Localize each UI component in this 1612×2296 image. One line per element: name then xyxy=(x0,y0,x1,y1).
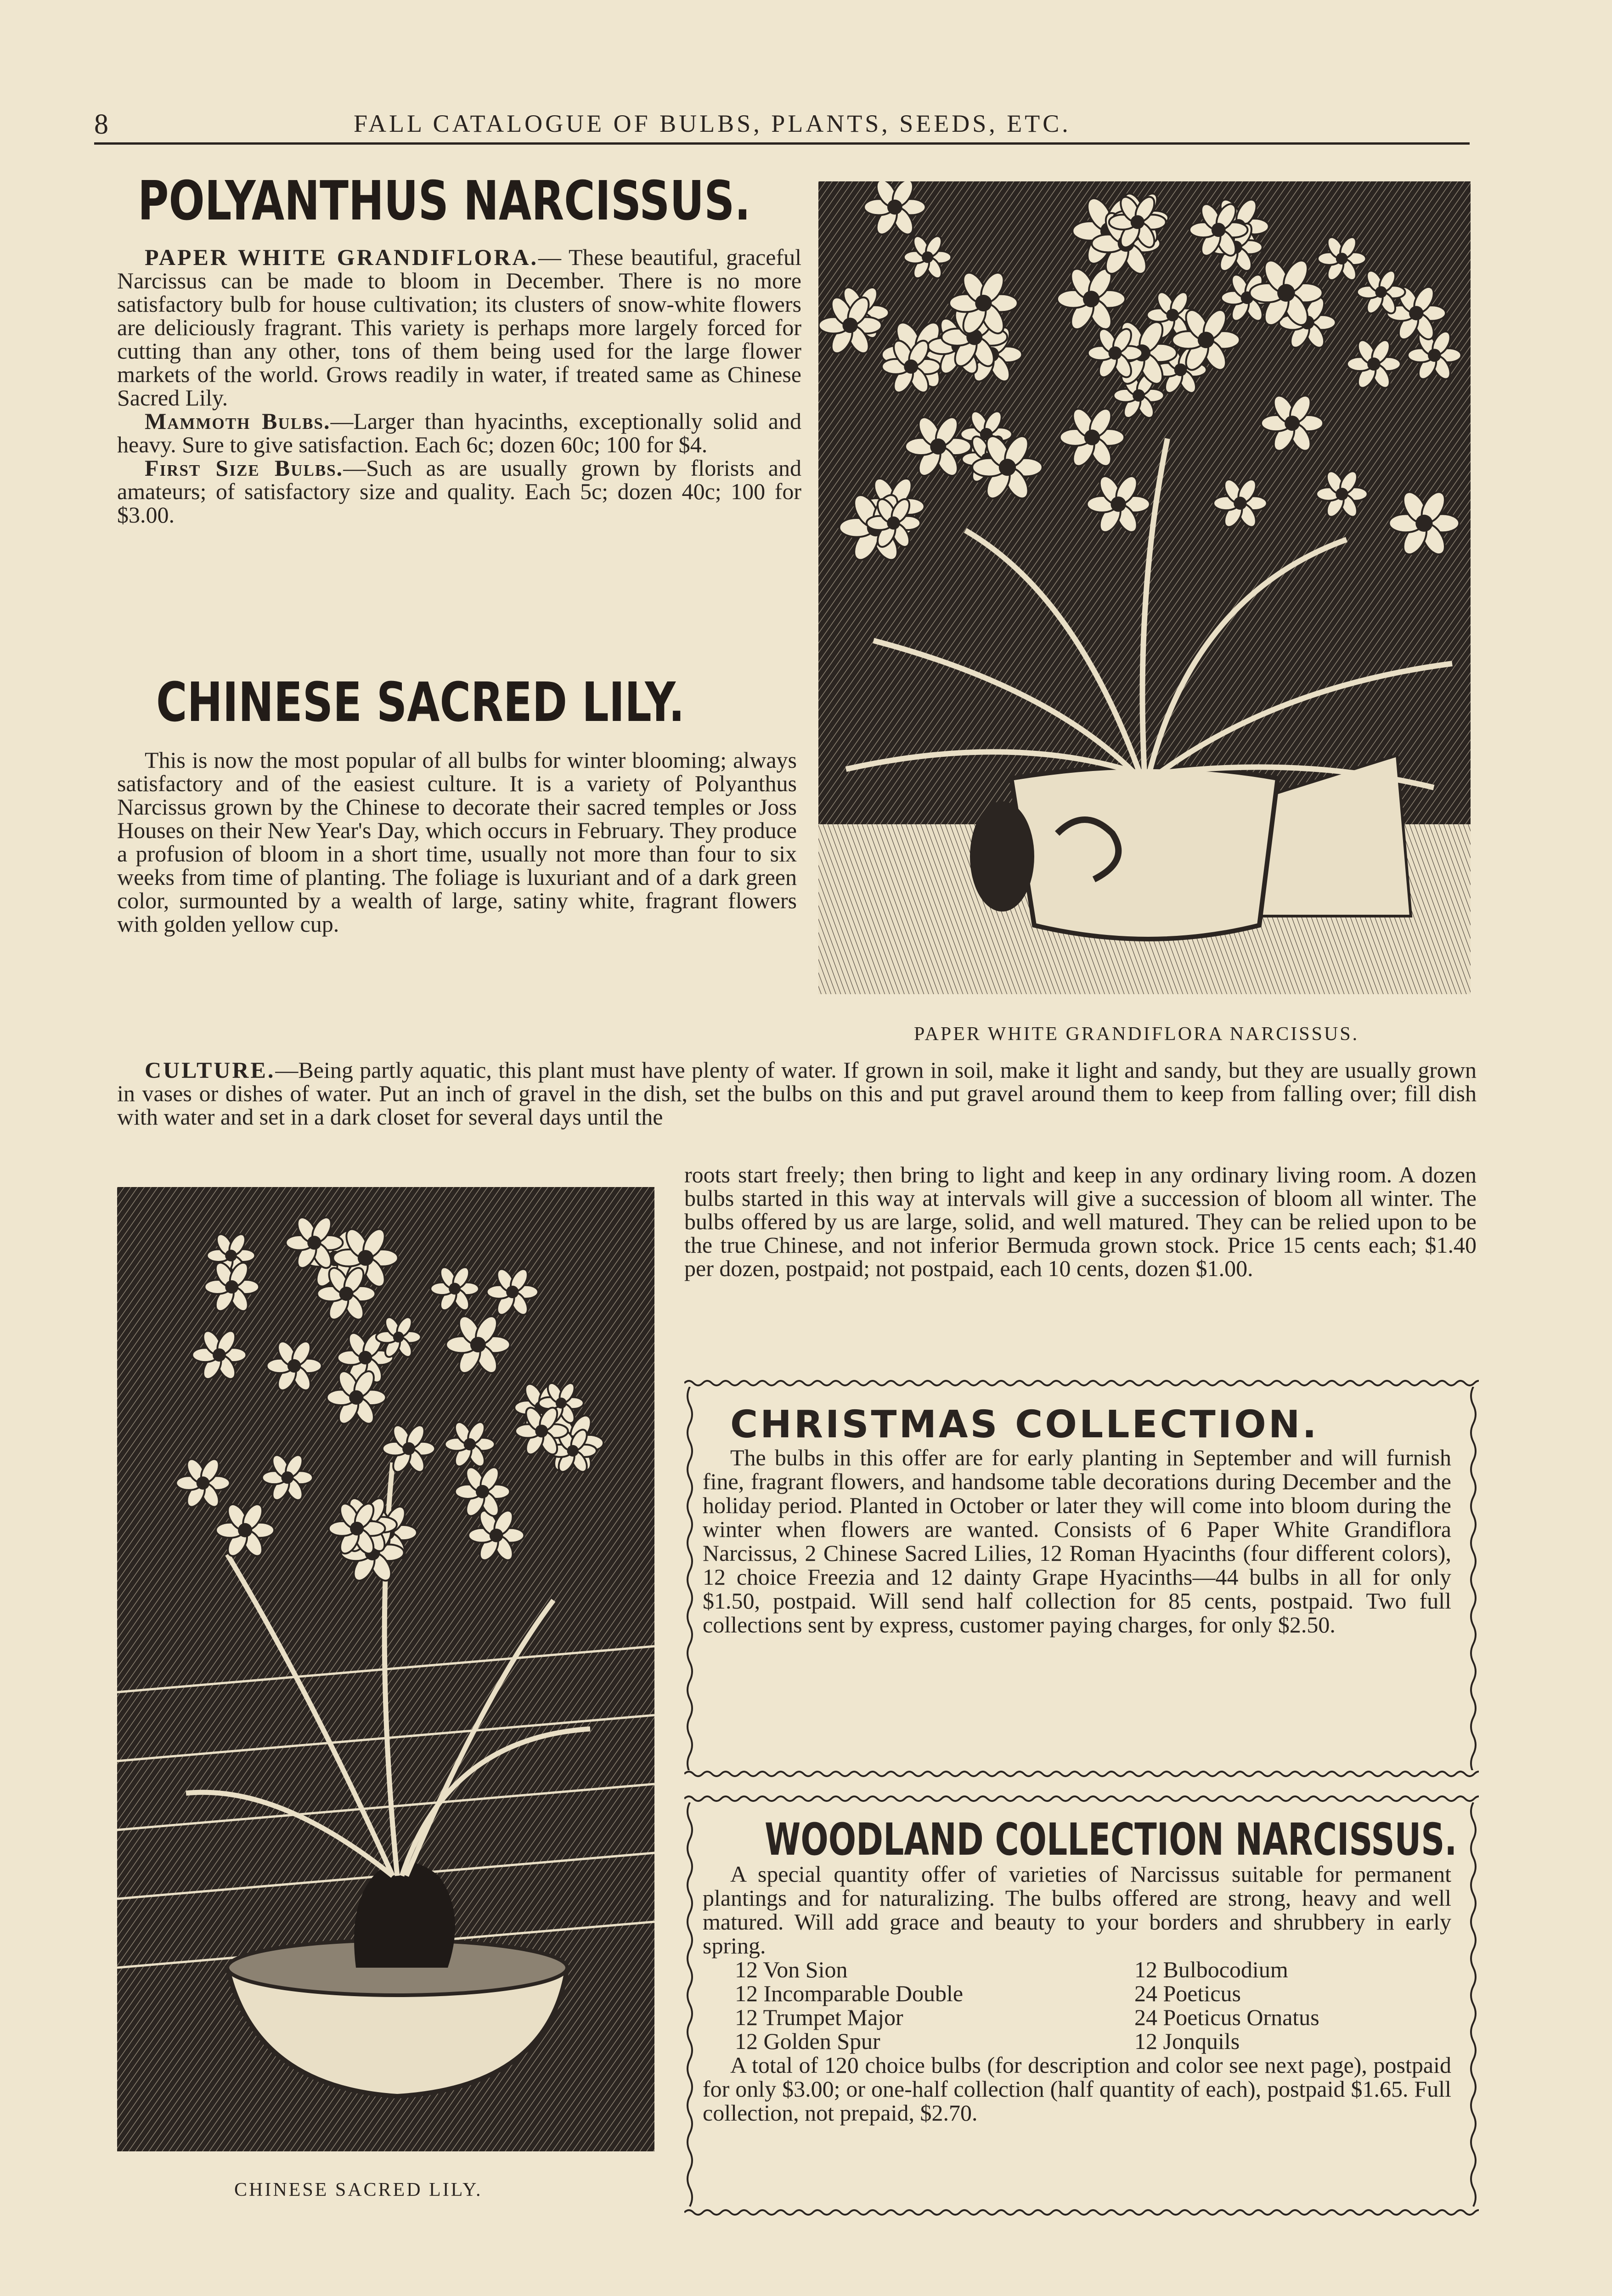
running-head: FALL CATALOGUE OF BULBS, PLANTS, SEEDS, ETC. xyxy=(354,110,1071,137)
mammoth-label: Mammoth Bulbs. xyxy=(145,408,331,434)
list-item: 12 Jonquils xyxy=(1134,2028,1240,2054)
culture-rest: roots start freely; then bring to light and keep in any ordinary living room. A dozen bulbs started in this way at intervals will give a succession of bloom all winter. The bulbs offered by us are large, solid, and well matured. They can be relied upon to be the true Chinese, and not inferior Bermuda grown stock. Price 15 cents each; $1.40 per dozen, postpaid; not postpaid, each 10 cents, dozen $1.00. xyxy=(684,1162,1477,1281)
list-item: 12 Trumpet Major xyxy=(735,2004,903,2030)
mammoth-text: —Larger than hyacinths, exceptionally solid and heavy. Sure to give satisfaction. Each 6c; dozen 60c; 100 for $4. xyxy=(117,408,801,457)
list-item: 12 Bulbocodium xyxy=(1134,1957,1288,1982)
wavy-border-bottom xyxy=(684,1768,1479,1779)
wavy-border-top xyxy=(684,1793,1479,1804)
woodland-collection-box xyxy=(684,1793,1479,2218)
woodland-body xyxy=(703,1862,1451,2125)
culture-full: —Being partly aquatic, this plant must have plenty of water. If grown in soil, make it light and sandy, but they are usually grown in vases or dishes of water. Put an inch of gravel in the dish, set the bulbs on this and put gravel around them to keep from falling over; fill dish with water and set in a dark closet for several days until the xyxy=(117,1057,1477,1130)
wavy-border-left xyxy=(684,1802,695,2209)
wavy-border-left xyxy=(684,1387,695,1770)
woodland-title: WOODLAND COLLECTION NARCISSUS. xyxy=(765,1814,1457,1865)
wavy-border-bottom xyxy=(684,2207,1479,2218)
list-item: 24 Poeticus xyxy=(1134,1981,1241,2006)
christmas-collection-box xyxy=(684,1378,1479,1779)
culture-continued xyxy=(684,1163,1477,1280)
variety-list-left xyxy=(735,1958,1134,2053)
page-number: 8 xyxy=(94,109,108,140)
narcissus-caption: PAPER WHITE GRANDIFLORA NARCISSUS. xyxy=(914,1024,1359,1045)
first-size-text: —Such as are usually grown by florists and amateurs; of satisfactory size and quality. Each 5c; dozen 40c; 100 for $3.00. xyxy=(117,455,801,528)
list-item: 24 Poeticus Ornatus xyxy=(1134,2004,1319,2030)
christmas-body xyxy=(703,1446,1451,1637)
culture-text xyxy=(117,1058,1477,1129)
paper-white-lead: PAPER WHITE GRANDIFLORA. xyxy=(145,244,539,270)
woodland-variety-list xyxy=(703,1958,1451,2053)
wavy-border-top xyxy=(684,1378,1479,1389)
first-size-label: First Size Bulbs. xyxy=(145,455,344,481)
narcissus-engraving-art xyxy=(818,181,1471,994)
culture-label: CULTURE. xyxy=(145,1057,276,1083)
polyanthus-text xyxy=(117,246,801,527)
wavy-border-right xyxy=(1468,1802,1479,2209)
woodland-intro: A special quantity offer of varieties of Narcissus suitable for permanent plantings and for naturalizing. The bulbs offered are strong, heavy and well matured. Will add grace and beauty to your borders and shrubbery in early spring. xyxy=(703,1861,1451,1958)
chinese-sacred-lily-engraving xyxy=(117,1187,654,2151)
header-rule xyxy=(94,142,1470,145)
paper-white-narcissus-engraving xyxy=(818,181,1471,994)
christmas-title: CHRISTMAS COLLECTION. xyxy=(730,1403,1319,1446)
christmas-text: The bulbs in this offer are for early planting in September and will furnish fine, fragrant flowers, and handsome table decorations during December and the holiday period. Planted in October or later they will come into bloom during the winter when flowers are wanted. Consists of 6 Paper White Grandiflora Narcissus, 2 Chinese Sacred Lilies, 12 Roman Hyacinths (four different colors), 12 choice Freezia and 12 dainty Grape Hyacinths—44 bulbs in all for only $1.50, postpaid. Will send half collection for 85 cents, postpaid. Two full collections sent by express, customer paying charges, for only $2.50. xyxy=(703,1445,1451,1638)
list-item: 12 Incomparable Double xyxy=(735,1981,964,2006)
lily-title: CHINESE SACRED LILY. xyxy=(156,670,685,734)
list-item: 12 Golden Spur xyxy=(735,2028,880,2054)
variety-list-right xyxy=(1134,1958,1319,2053)
list-item: 12 Von Sion xyxy=(735,1957,848,1982)
polyanthus-title: POLYANTHUS NARCISSUS. xyxy=(138,169,751,232)
wavy-border-right xyxy=(1468,1387,1479,1770)
lily-text xyxy=(117,748,797,936)
lily-body: This is now the most popular of all bulbs for winter blooming; always satisfactory and of the easiest culture. It is a variety of Polyanthus Narcissus grown by the Chinese to decorate their sacred temples or Joss Houses on their New Year's Day, which occurs in February. They produce a profusion of bloom in a short time, usually not more than four to six weeks from time of planting. The foliage is luxuriant and of a dark green color, surmounted by a wealth of large, satiny white, fragrant flowers with golden yellow cup. xyxy=(117,747,797,937)
lily-caption: CHINESE SACRED LILY. xyxy=(234,2179,483,2200)
polyanthus-intro: — These beautiful, graceful Narcissus can be made to bloom in December. There is no more satisfactory bulb for house cultivation; its clusters of snow-white flowers are deliciously fragrant. This variety is perhaps more largely forced for cutting than any other, tons of them being used for the large flower markets of the world. Grows readily in water, if treated same as Chinese Sacred Lily. xyxy=(117,244,801,411)
woodland-outro: A total of 120 choice bulbs (for description and color see next page), postpaid for only $3.00; or one-half collection (half quantity of each), postpaid $1.65. Full collection, not prepaid, $2.70. xyxy=(703,2052,1451,2126)
lily-engraving-art xyxy=(117,1187,654,2151)
